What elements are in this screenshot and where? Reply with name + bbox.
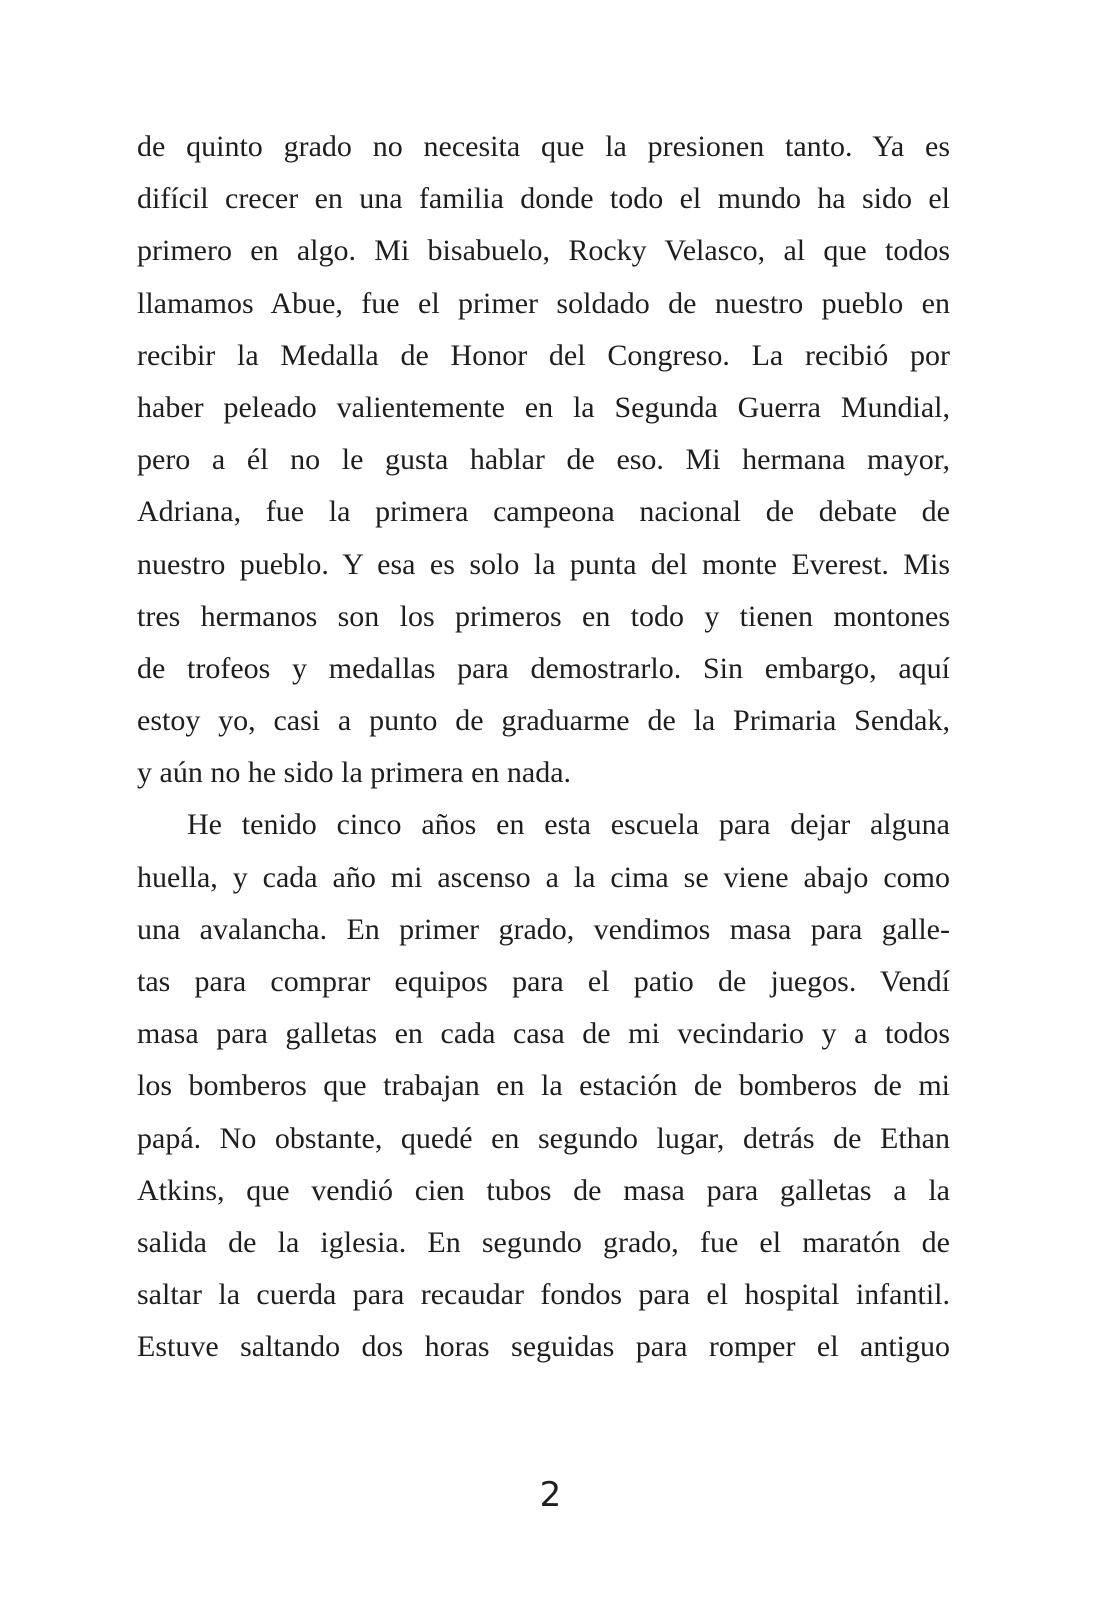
text-line: de quinto grado no necesita que la presionen tanto. Ya es xyxy=(137,130,950,163)
text-line: saltar la cuerda para recaudar fondos para el hospital infantil. xyxy=(137,1278,950,1312)
paragraph xyxy=(137,121,950,799)
text-line: difícil crecer en una familia donde todo el mundo ha sido el xyxy=(137,182,950,216)
text-line: una avalancha. En primer grado, vendimos masa para galle- xyxy=(137,912,950,946)
text-line: Estuve saltando dos horas seguidas para romper el antiguo xyxy=(137,1330,950,1364)
text-line: salida de la iglesia. En segundo grado, fue el maratón de xyxy=(137,1225,950,1259)
text-line: huella, y cada año mi ascenso a la cima se viene abajo como xyxy=(137,860,950,894)
text-line: recibir la Medalla de Honor del Congreso. La recibió por xyxy=(137,338,950,372)
body-text xyxy=(137,121,950,1374)
text-line: Atkins, que vendió cien tubos de masa para galletas a la xyxy=(137,1173,950,1207)
text-line: los bomberos que trabajan en la estación de bomberos de mi xyxy=(137,1069,950,1103)
text-line: tas para comprar equipos para el patio de juegos. Vendí xyxy=(137,965,950,998)
text-line: y aún no he sido la primera en nada. xyxy=(137,756,572,790)
text-line: llamamos Abue, fue el primer soldado de nuestro pueblo en xyxy=(137,286,950,320)
text-line: nuestro pueblo. Y esa es solo la punta del monte Everest. Mis xyxy=(137,547,950,581)
text-line: haber peleado valientemente en la Segunda Guerra Mundial, xyxy=(137,390,950,424)
text-line: masa para galletas en cada casa de mi vecindario y a todos xyxy=(137,1017,950,1051)
text-line: estoy yo, casi a punto de graduarme de la Primaria Sendak, xyxy=(137,704,950,738)
text-line: papá. No obstante, quedé en segundo lugar, detrás de Ethan xyxy=(137,1121,950,1155)
text-line: primero en algo. Mi bisabuelo, Rocky Velasco, al que todos xyxy=(137,234,950,268)
text-line: He tenido cinco años en esta escuela para dejar alguna xyxy=(187,808,950,842)
text-line: Adriana, fue la primera campeona nacional de debate de xyxy=(137,495,950,529)
text-line: de trofeos y medallas para demostrarlo. Sin embargo, aquí xyxy=(137,651,950,685)
text-line: pero a él no le gusta hablar de eso. Mi hermana mayor, xyxy=(137,443,950,477)
page-number: 2 xyxy=(539,1475,562,1515)
text-line: tres hermanos son los primeros en todo y tienen montones xyxy=(137,599,950,633)
paragraph xyxy=(137,799,950,1373)
